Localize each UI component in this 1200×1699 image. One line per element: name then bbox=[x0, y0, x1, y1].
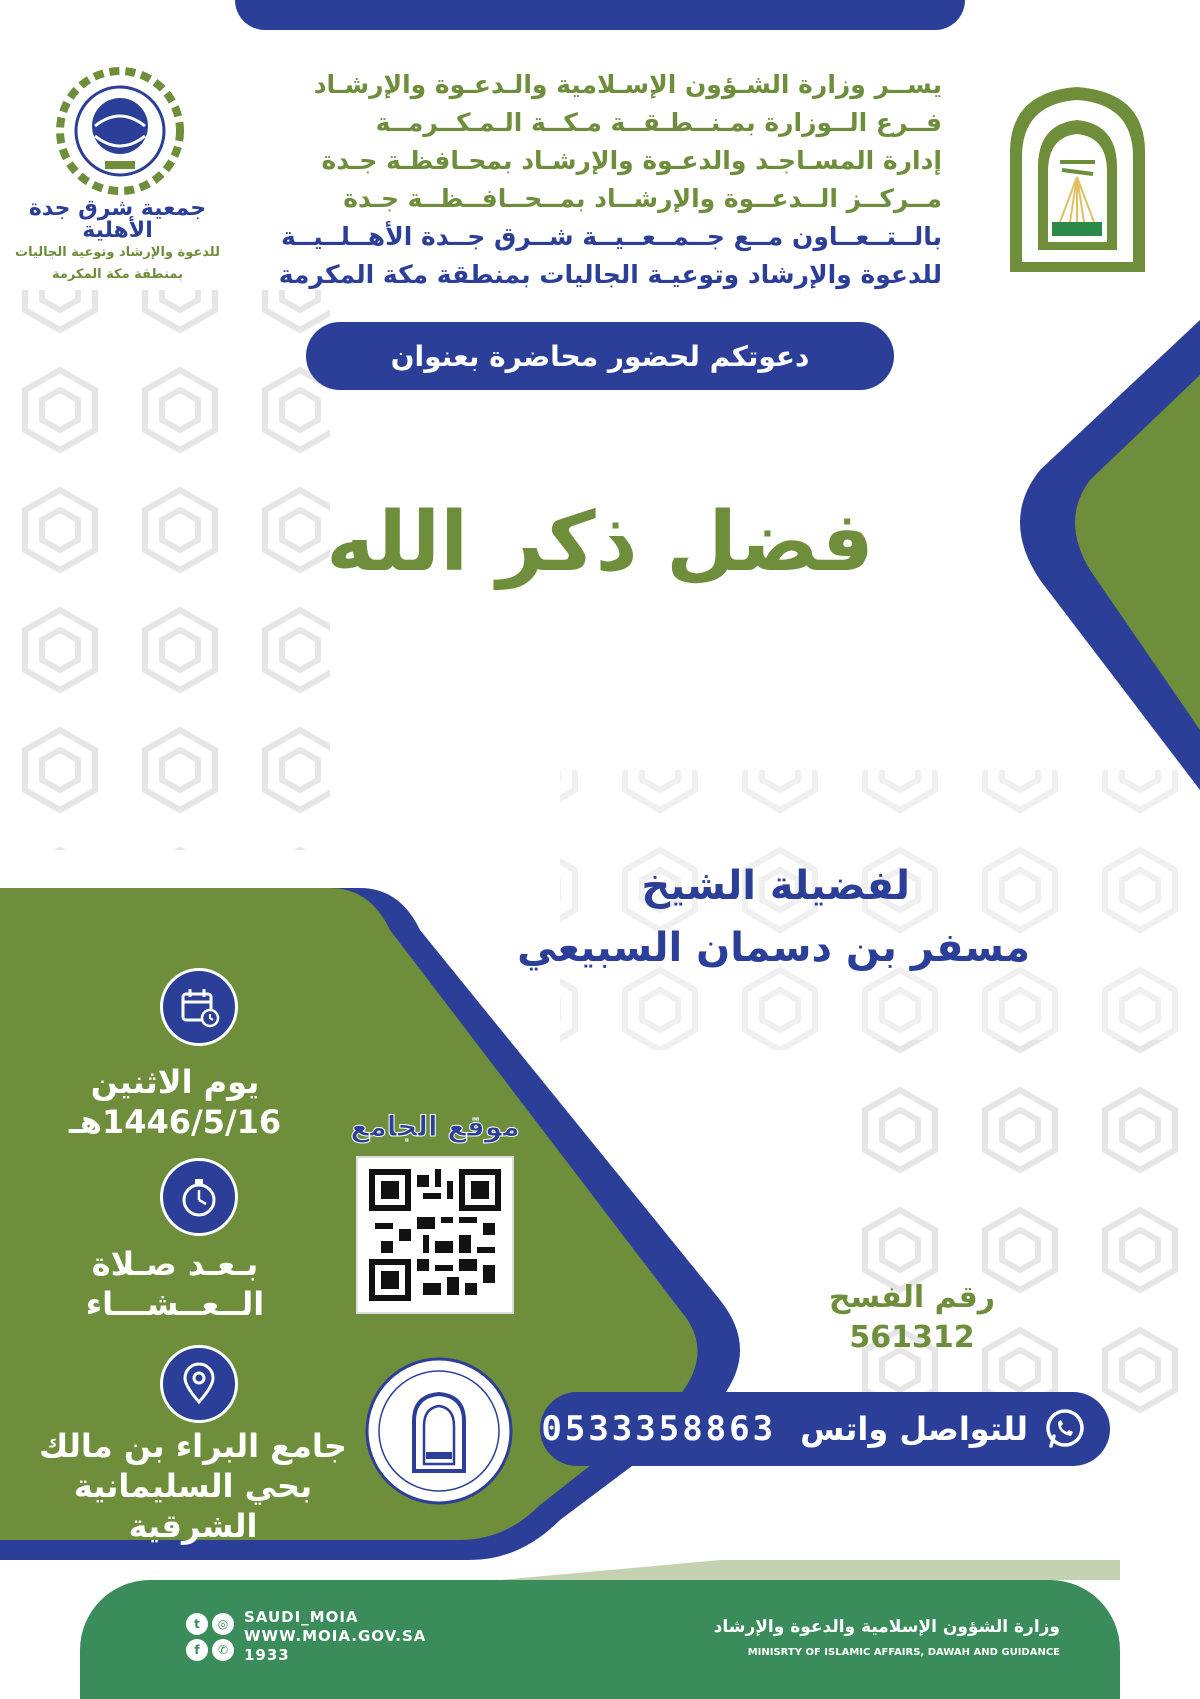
lecture-title: فضل ذكر الله bbox=[326, 495, 874, 590]
social-text bbox=[244, 1608, 426, 1665]
facebook-icon[interactable]: f bbox=[186, 1639, 208, 1661]
date-block bbox=[10, 1062, 340, 1142]
footer-phone[interactable]: 1933 bbox=[244, 1646, 290, 1664]
center-stamp-icon bbox=[364, 1356, 514, 1506]
header-line-6: للدعوة والإرشاد وتوعيـة الجاليات بمنطقة مكة المكرمة bbox=[278, 260, 942, 289]
whatsapp-icon bbox=[1042, 1406, 1088, 1452]
footer-ministry-ar: وزارة الشؤون الإسلامية والدعوة والإرشاد bbox=[713, 1617, 1060, 1637]
event-place-line2: بحي السليمانية الشرقية bbox=[73, 1467, 313, 1545]
location-qr-code[interactable] bbox=[356, 1156, 514, 1314]
association-subtitle: للدعوة والإرشاد وتوعية الجاليات bbox=[15, 245, 220, 260]
footer-social bbox=[186, 1608, 426, 1665]
twitter-icon[interactable]: t bbox=[186, 1613, 208, 1635]
event-place-line1: جامع البراء بن مالك bbox=[39, 1427, 347, 1465]
stopwatch-icon bbox=[160, 1158, 238, 1236]
association-name: جمعية شرق جدة الأهلية bbox=[28, 196, 207, 243]
invite-banner: دعوتكم لحضور محاضرة بعنوان bbox=[306, 322, 894, 390]
speaker-name: مسفر بن دسمان السبيعي bbox=[517, 925, 1030, 971]
permit-block bbox=[802, 1278, 1022, 1358]
ministry-logo-icon bbox=[1000, 82, 1155, 277]
footer-handle[interactable]: SAUDI_MOIA bbox=[244, 1608, 359, 1626]
speaker-block bbox=[330, 855, 1030, 979]
header-text-block bbox=[278, 66, 942, 294]
phone-icon[interactable]: ✆ bbox=[212, 1639, 234, 1661]
footer-ministry bbox=[714, 1617, 1060, 1658]
event-day: يوم الاثنين bbox=[90, 1063, 260, 1101]
whatsapp-label: للتواصل واتس bbox=[800, 1410, 1028, 1448]
header-line-1: يســر وزارة الشـؤون الإسـلامية والـدعـوة والإرشـاد bbox=[313, 70, 942, 99]
pattern-right bbox=[820, 1040, 1200, 1420]
header-line-3: إدارة المسـاجـد والدعـوة والإرشـاد بمحـافظـة جـدة bbox=[321, 146, 942, 175]
speaker-honorific: لفضيلة الشيخ bbox=[641, 863, 910, 909]
place-block bbox=[8, 1426, 378, 1546]
association-region: بمنطقة مكة المكرمة bbox=[52, 267, 183, 282]
event-time-line2: الــعــشـــاء bbox=[85, 1285, 265, 1323]
footer-ministry-en: MINISRTY OF ISLAMIC AFFAIRS, DAWAH AND GUIDANCE bbox=[747, 1647, 1060, 1658]
event-time-line1: بـعـد صـلاة bbox=[91, 1245, 259, 1283]
footer-accent bbox=[500, 1560, 1120, 1580]
location-pin-icon bbox=[160, 1345, 238, 1423]
footer-website[interactable]: WWW.MOIA.GOV.SA bbox=[244, 1627, 427, 1645]
social-icons bbox=[186, 1613, 234, 1661]
association-logo-text bbox=[10, 198, 225, 286]
whatsapp-contact-banner[interactable] bbox=[540, 1392, 1110, 1466]
event-date: 1446/5/16هـ bbox=[68, 1103, 282, 1141]
permit-label: رقم الفسح bbox=[828, 1280, 996, 1315]
top-bar bbox=[235, 0, 965, 30]
permit-number: 561312 bbox=[849, 1320, 975, 1355]
association-logo-icon bbox=[55, 66, 185, 196]
qr-label: موقع الجامع bbox=[350, 1110, 520, 1143]
header-line-4: مــركــز الــدعــوة والإرشــاد بمــحــافــظــة جـدة bbox=[343, 184, 942, 213]
instagram-icon[interactable]: ◎ bbox=[212, 1613, 234, 1635]
calendar-icon bbox=[160, 968, 238, 1046]
qr-code-icon bbox=[369, 1169, 501, 1301]
time-block bbox=[10, 1244, 340, 1324]
header-line-5: بالــتــعــاون مــع جــمــعــيــة شــرق جــدة الأهــلــيــة bbox=[280, 222, 942, 251]
whatsapp-number[interactable]: 0533358863 bbox=[541, 1409, 777, 1449]
header-line-2: فــرع الــوزارة بمـنــطـقــة مـكــة الـمـكــرمــة bbox=[375, 108, 942, 137]
